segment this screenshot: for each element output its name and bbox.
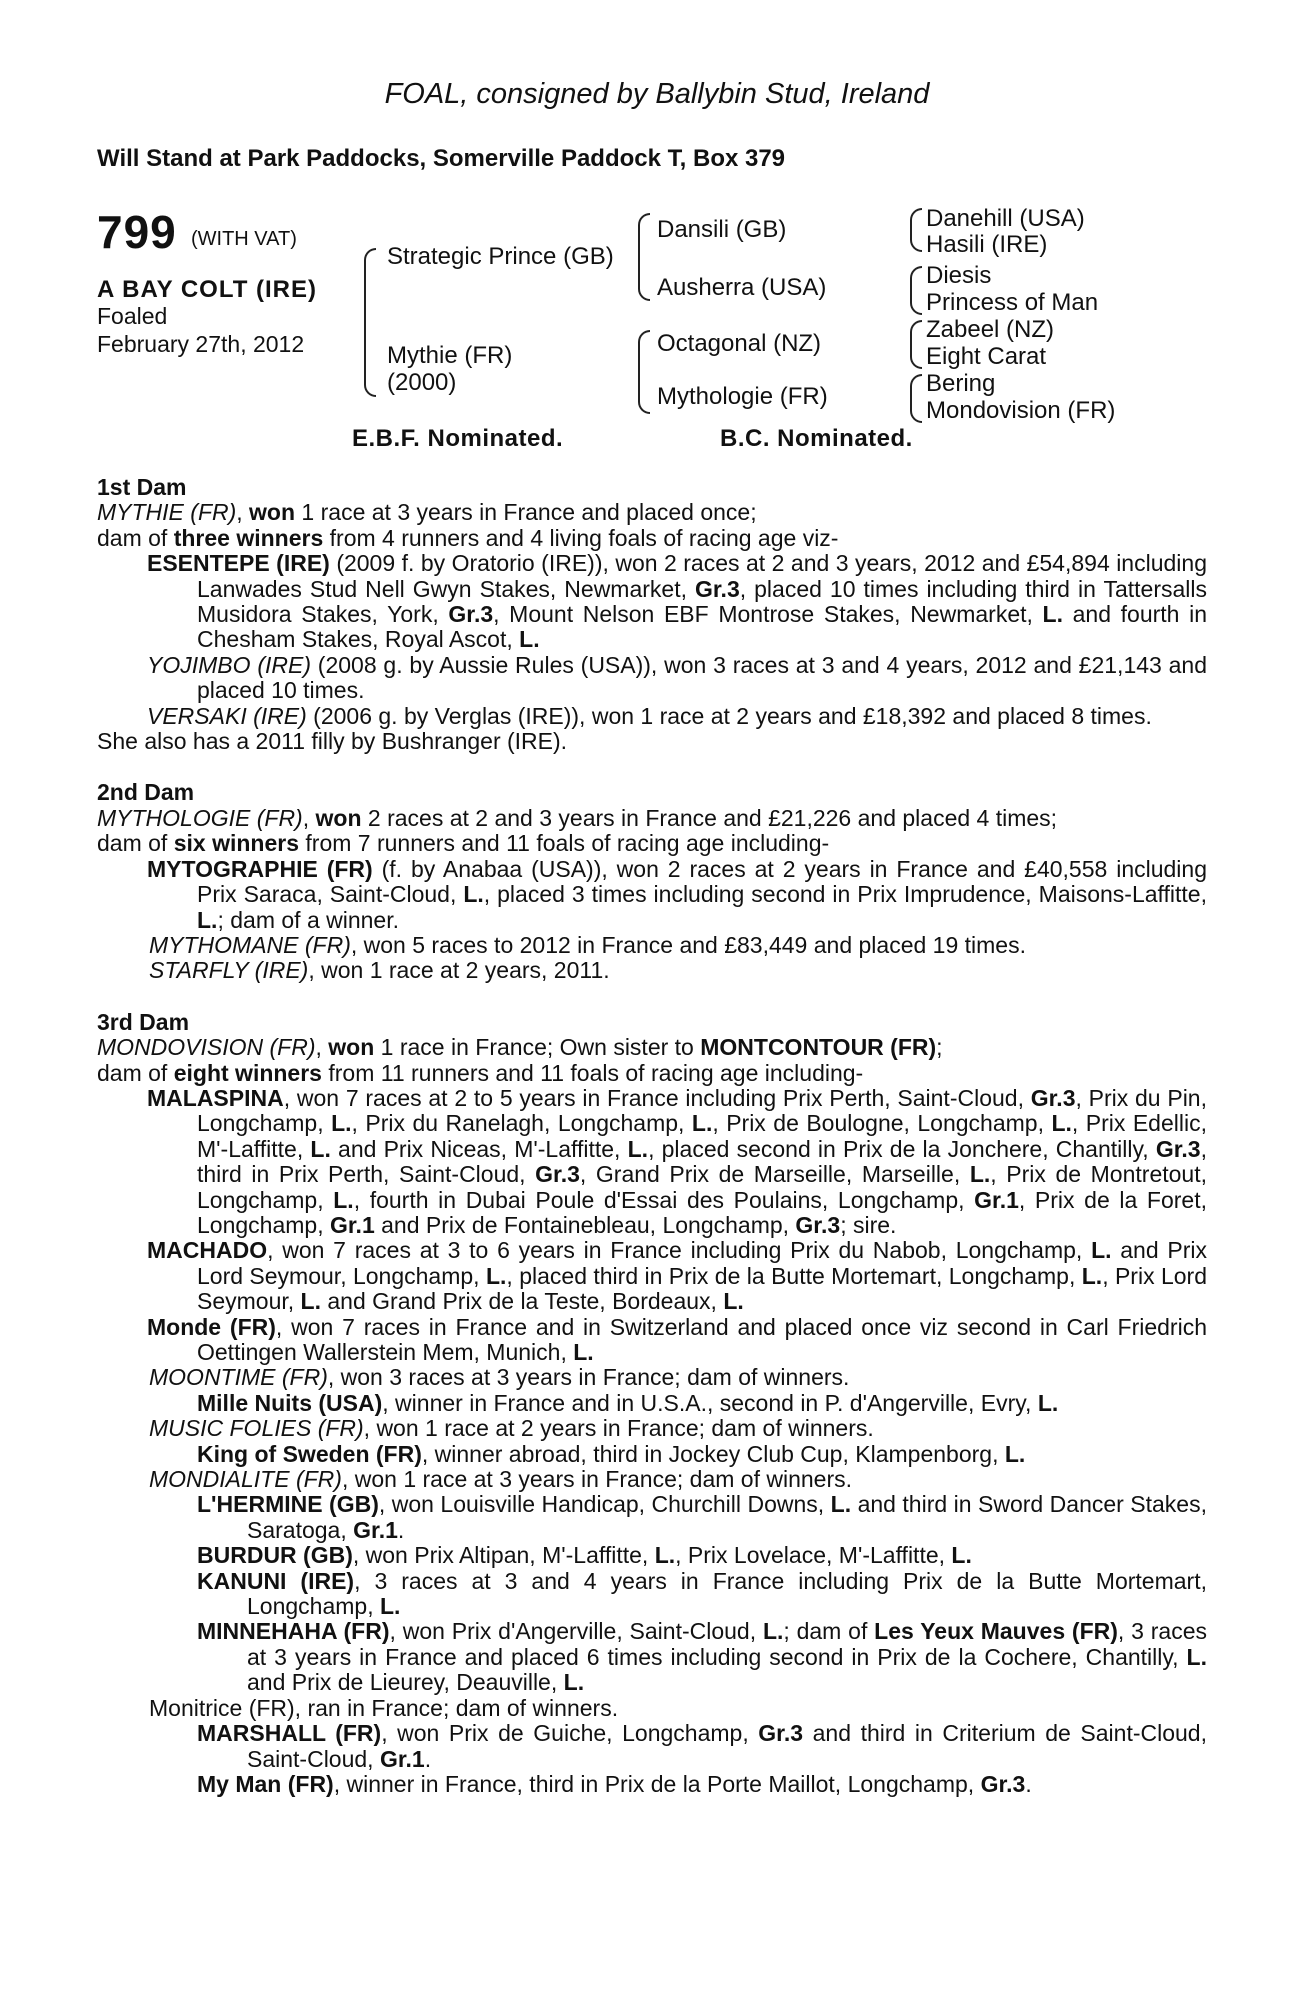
- pedigree-sdd: Princess of Man: [926, 289, 1099, 316]
- catalogue-body: [97, 475, 1207, 1797]
- produce-mondialite: MONDIALITE (FR), won 1 race at 3 years in France; dam of winners.: [149, 1466, 853, 1493]
- third-dam-produce: dam of eight winners from 11 runners and 11 foals of racing age including-: [97, 1059, 864, 1086]
- heading-1st-dam: 1st Dam: [97, 474, 187, 500]
- produce-moontime: MOONTIME (FR), won 3 races at 3 years in France; dam of winners.: [149, 1364, 850, 1391]
- first-dam-produce: dam of three winners from 4 runners and 4 living foals of racing age viz-: [97, 524, 839, 551]
- foaled-date: February 27th, 2012: [97, 331, 305, 357]
- produce-monde: Monde (FR), won 7 races in France and in Switzerland and placed once viz second in Carl Friedrich Oettingen Wallerstein Mem, Munich, L.: [147, 1313, 1207, 1365]
- pedigree-dam-sire: Octagonal (NZ): [657, 330, 822, 357]
- produce-kanuni: KANUNI (IRE), 3 races at 3 and 4 years in France including Prix de la Butte Mortemart, Longchamp, L.: [197, 1567, 1207, 1620]
- second-dam-produce: dam of six winners from 7 runners and 11 foals of racing age including-: [97, 830, 830, 857]
- pedigree-sss: Danehill (USA): [926, 205, 1085, 232]
- produce-monitrice: Monitrice (FR), ran in France; dam of winners.: [149, 1694, 619, 1721]
- pedigree-dam: Mythie (FR): [387, 342, 513, 369]
- produce-lhermine: L'HERMINE (GB), won Louisville Handicap, Churchill Downs, L. and third in Sword Dancer Stakes, Saratoga, Gr.1.: [197, 1491, 1207, 1543]
- produce-machado: MACHADO, won 7 races at 3 to 6 years in France including Prix du Nabob, Longchamp, L. and Prix Lord Seymour, Longchamp, L., placed third in Prix de la Butte Mortemart, Longchamp, L., Prix Lord Seymour, L. and Grand Prix de la Teste, Bordeaux, L.: [147, 1237, 1208, 1315]
- pedigree-sire-sire: Dansili (GB): [657, 216, 787, 243]
- produce-marshall: MARSHALL (FR), won Prix de Guiche, Longchamp, Gr.3 and third in Criterium de Saint-Cloud, Saint-Cloud, Gr.1.: [197, 1720, 1207, 1772]
- pedigree-dam-year: (2000): [387, 369, 457, 396]
- pedigree-brace-dam: [638, 330, 650, 414]
- third-dam-summary: MONDOVISION (FR), won 1 race in France; Own sister to MONTCONTOUR (FR);: [97, 1034, 943, 1061]
- produce-mille-nuits: Mille Nuits (USA), winner in France and in U.S.A., second in P. d'Angerville, Evry, L.: [197, 1389, 1059, 1416]
- stand-location: Will Stand at Park Paddocks, Somerville Paddock T, Box 379: [97, 145, 786, 172]
- heading-3rd-dam: 3rd Dam: [97, 1008, 190, 1035]
- pedigree-dam-dam: Mythologie (FR): [657, 383, 828, 410]
- lot-description: A BAY COLT (IRE): [97, 276, 318, 303]
- heading-2nd-dam: 2nd Dam: [97, 779, 195, 806]
- pedigree-brace-dd: [910, 374, 922, 423]
- produce-yojimbo: YOJIMBO (IRE) (2008 g. by Aussie Rules (USA)), won 3 races at 3 and 4 years, 2012 and £21,143 and placed 10 times.: [147, 651, 1208, 704]
- produce-my-man: My Man (FR), winner in France, third in Prix de la Porte Maillot, Longchamp, Gr.3.: [197, 1770, 1032, 1797]
- pedigree-brace-ss: [910, 208, 922, 252]
- pedigree-brace-sire: [638, 213, 650, 301]
- first-dam-other: She also has a 2011 filly by Bushranger (IRE).: [97, 728, 568, 755]
- vat-label: (WITH VAT): [191, 228, 297, 250]
- pedigree-sire-dam: Ausherra (USA): [657, 274, 827, 301]
- ebf-nominated: E.B.F. Nominated.: [352, 425, 564, 452]
- produce-versaki: VERSAKI (IRE) (2006 g. by Verglas (IRE)), won 1 race at 2 years and £18,392 and placed 8 times.: [147, 702, 1152, 729]
- produce-minnehaha: MINNEHAHA (FR), won Prix d'Angerville, Saint-Cloud, L.; dam of Les Yeux Mauves (FR), 3 races at 3 years in France and placed 6 times including second in Prix de la Cochere, Chantilly, L. and Prix de Lieurey, Deauville, L.: [197, 1618, 1207, 1696]
- produce-malaspina: MALASPINA, won 7 races at 2 to 5 years in France including Prix Perth, Saint-Cloud, Gr.3, Prix du Pin, Longchamp, L., Prix du Ranelagh, Longchamp, L., Prix de Boulogne, Longchamp, L., Prix Edellic, M'-Laffitte, L. and Prix Niceas, M'-Laffitte, L., placed second in Prix de la Jonchere, Chantilly, Gr.3, third in Prix Perth, Saint-Cloud, Gr.3, Grand Prix de Marseille, Marseille, L., Prix de Montretout, Longchamp, L., fourth in Dubai Poule d'Essai des Poulains, Longchamp, Gr.1, Prix de la Foret, Longchamp, Gr.1 and Prix de Fontainebleau, Longchamp, Gr.3; sire.: [147, 1084, 1207, 1238]
- pedigree-sds: Diesis: [926, 262, 992, 289]
- foaled-label: Foaled: [97, 303, 168, 329]
- pedigree-dsd: Eight Carat: [926, 343, 1047, 370]
- produce-mythomane: MYTHOMANE (FR), won 5 races to 2012 in France and £83,449 and placed 19 times.: [149, 931, 1026, 958]
- bc-nominated: B.C. Nominated.: [720, 425, 913, 452]
- consignment-line: FOAL, consigned by Ballybin Stud, Ireland: [384, 78, 930, 110]
- pedigree-dss: Zabeel (NZ): [926, 316, 1055, 343]
- produce-king-of-sweden: King of Sweden (FR), winner abroad, third in Jockey Club Cup, Klampenborg, L.: [197, 1440, 1026, 1467]
- pedigree-sire: Strategic Prince (GB): [387, 243, 614, 270]
- pedigree-ssd: Hasili (IRE): [926, 231, 1048, 258]
- lot-number: 799: [97, 206, 177, 258]
- produce-esentepe: ESENTEPE (IRE) (2009 f. by Oratorio (IRE)), won 2 races at 2 and 3 years, 2012 and £54,894 including Lanwades Stud Nell Gwyn Stakes, Newmarket, Gr.3, placed 10 times including third in Tattersalls Musidora Stakes, York, Gr.3, Mount Nelson EBF Montrose Stakes, Newmarket, L. and fourth in Chesham Stakes, Royal Ascot, L.: [147, 550, 1207, 653]
- produce-music-folies: MUSIC FOLIES (FR), won 1 race at 2 years in France; dam of winners.: [149, 1415, 874, 1442]
- pedigree-ddd: Mondovision (FR): [926, 397, 1116, 424]
- pedigree-dds: Bering: [926, 370, 996, 397]
- pedigree-brace-ds: [910, 320, 922, 369]
- pedigree-brace-sd: [910, 266, 922, 315]
- first-dam-summary: MYTHIE (FR), won 1 race at 3 years in France and placed once;: [97, 499, 757, 526]
- pedigree-brace-main: [364, 248, 376, 397]
- produce-burdur: BURDUR (GB), won Prix Altipan, M'-Laffitte, L., Prix Lovelace, M'-Laffitte, L.: [197, 1542, 972, 1569]
- second-dam-summary: MYTHOLOGIE (FR), won 2 races at 2 and 3 years in France and £21,226 and placed 4 times;: [97, 804, 1058, 831]
- produce-mytographie: MYTOGRAPHIE (FR) (f. by Anabaa (USA)), won 2 races at 2 years in France and £40,558 including Prix Saraca, Saint-Cloud, L., placed 3 times including second in Prix Imprudence, Maisons-Laffitte, L.; dam of a winner.: [147, 855, 1207, 933]
- produce-starfly: STARFLY (IRE), won 1 race at 2 years, 2011.: [149, 957, 610, 984]
